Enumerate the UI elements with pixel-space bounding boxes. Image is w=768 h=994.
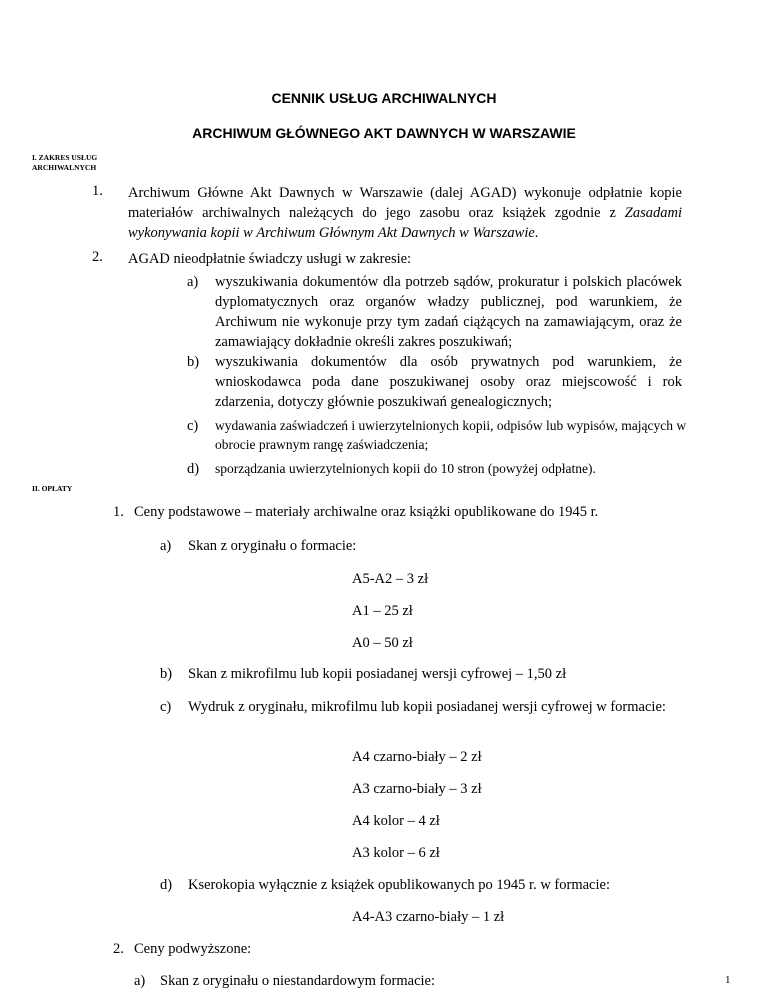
sub-label: c) [160,699,172,715]
paragraph-text-end: . [534,225,539,241]
paragraph-text: Archiwum Główne Akt Dawnych w Warszawie (dalej AGAD) wykonuje odpłatnie kopie materiałów archiwalnych należących do jego zasobu oraz książek zgodnie z [128,185,682,221]
sub-item-text: Kserokopia wyłącznie z książek opublikowanych po 1945 r. w formacie: [188,877,610,893]
paragraph: Ceny podstawowe – materiały archiwalne oraz książki opublikowane do 1945 r. [134,504,599,520]
section-heading: II. OPŁATY [32,484,73,493]
sub-label: a) [134,973,146,989]
sub-label: c) [187,418,199,434]
price-line: A4 czarno-biały – 2 zł [352,749,482,765]
price-line: A4-A3 czarno-biały – 1 zł [352,909,505,925]
sub-label: d) [160,877,173,893]
paragraph-italic-text: Zasadami wykonywania kopii w Archiwum Głównym Akt Dawnych w Warszawie [128,205,682,241]
section-heading: I. ZAKRES USŁUG ARCHIWALNYCH [32,153,98,172]
sub-item-text: wyszukiwania dokumentów dla osób prywatnych pod warunkiem, że wnioskodawca poda dane poszukiwanej osoby oraz miejscowość i rok zdarzenia, dotyczy głównie poszukiwań genealogicznych; [215,354,682,410]
list-number: 2. [92,249,103,265]
price-line: A3 kolor – 6 zł [352,845,440,861]
sub-item-text: sporządzania uwierzytelnionych kopii do 10 stron (powyżej odpłatne). [215,461,596,476]
sub-item-text: Skan z oryginału o formacie: [188,538,357,554]
price-line: A5-A2 – 3 zł [352,571,429,587]
paragraph: AGAD nieodpłatnie świadczy usługi w zakresie: [128,251,412,267]
sub-label: b) [160,666,173,682]
sub-item-text: Wydruk z oryginału, mikrofilmu lub kopii posiadanej wersji cyfrowej w formacie: [188,699,666,715]
sub-item-text: Skan z mikrofilmu lub kopii posiadanej wersji cyfrowej – 1,50 zł [188,666,567,682]
list-number: 1. [113,504,124,520]
price-line: A3 czarno-biały – 3 zł [352,781,482,797]
price-line: A0 – 50 zł [352,635,413,651]
sub-item-text: wydawania zaświadczeń i uwierzytelnionych kopii, odpisów lub wypisów, mających w obrocie prawnym rangę zaświadczenia; [215,418,687,452]
page-number: 1 [725,974,731,986]
paragraph [128,183,682,243]
sub-item-text: wyszukiwania dokumentów dla potrzeb sądów, prokuratur i polskich placówek dyplomatycznych oraz organów władzy publicznej, pod warunkiem, że Archiwum nie wykonuje przy tym zadań ciążących na zamawiającym, oraz że zamawiający dokładnie określi zakres poszukiwań; [215,274,682,350]
list-number: 1. [92,183,103,199]
sub-item-text: Skan z oryginału o niestandardowym formacie: [160,973,436,989]
price-line: A4 kolor – 4 zł [352,813,440,829]
price-line: A1 – 25 zł [352,603,413,619]
list-number: 2. [113,941,124,957]
sub-label: d) [187,461,200,477]
sub-label: a) [160,538,172,554]
sub-label: b) [187,354,200,370]
document-title: CENNIK USŁUG ARCHIWALNYCH [271,90,497,106]
paragraph: Ceny podwyższone: [134,941,252,957]
sub-label: a) [187,274,199,290]
document-subtitle: ARCHIWUM GŁÓWNEGO AKT DAWNYCH W WARSZAWIE [192,125,576,141]
